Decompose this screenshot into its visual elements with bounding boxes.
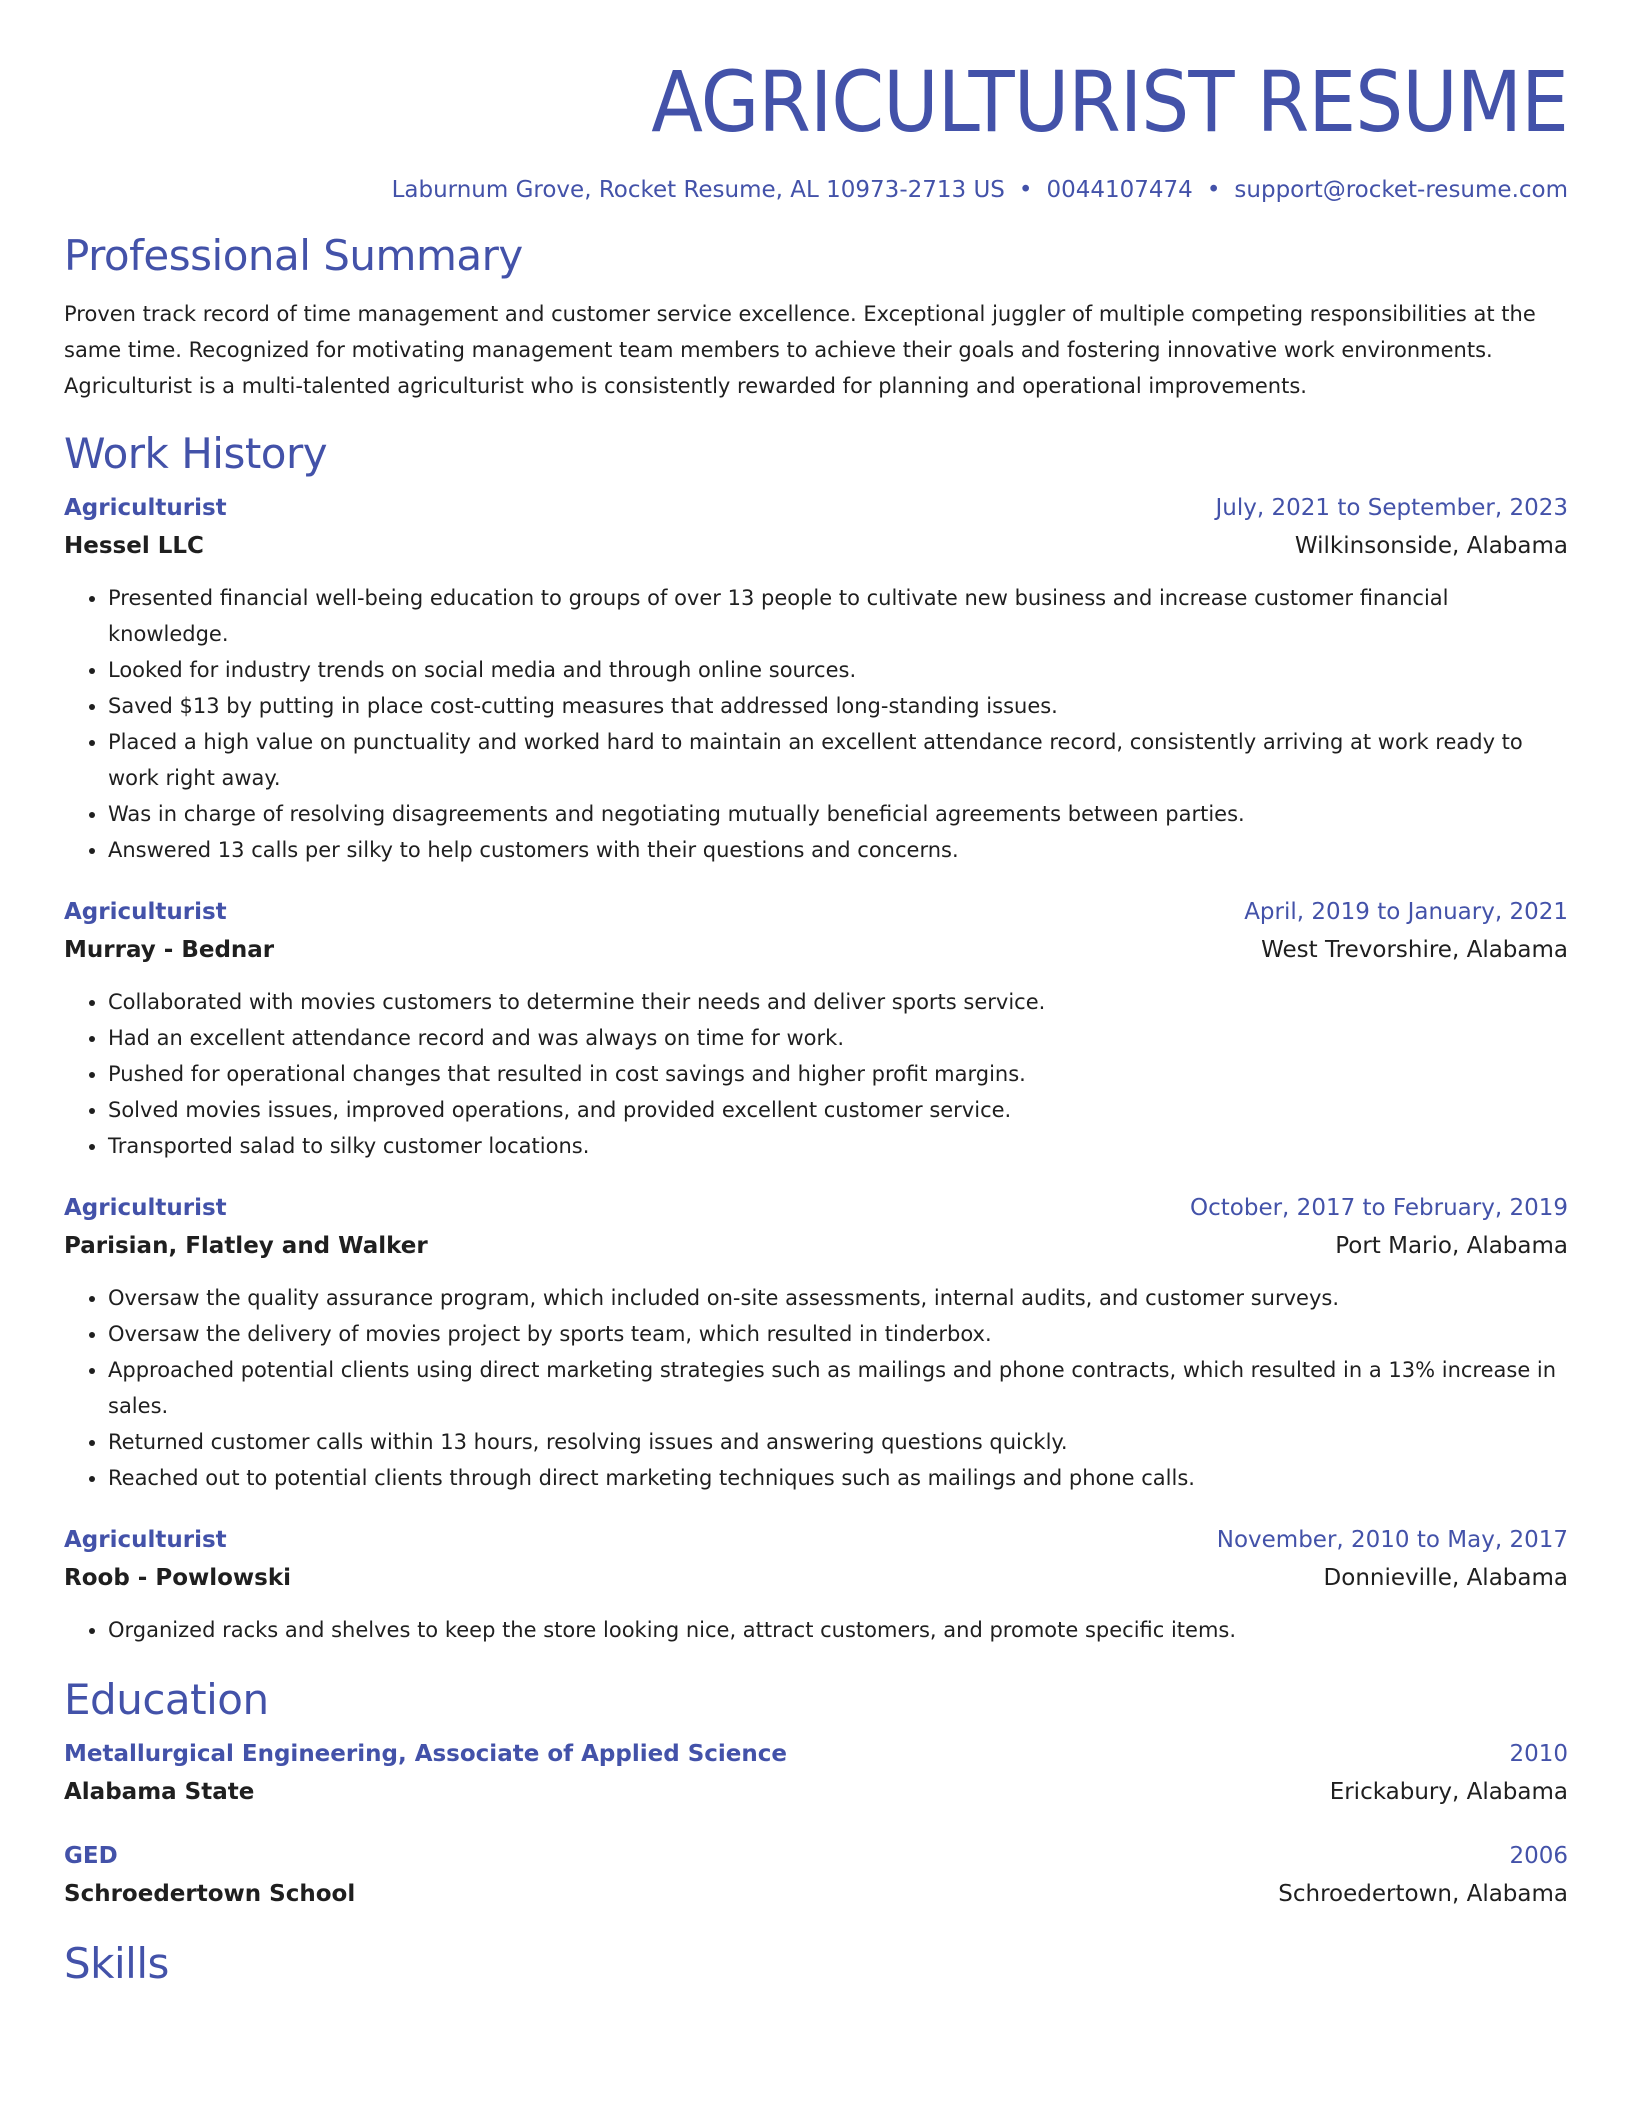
company-name: Roob - Powlowski xyxy=(64,1565,292,1591)
job-bullet: • Placed a high value on punctuality and worked hard to maintain an excellent attendance record, consistently arriving at work ready to work right away. xyxy=(108,724,1568,796)
job-bullet: • Returned customer calls within 13 hours, resolving issues and answering questions quickly. xyxy=(108,1424,1568,1460)
job-company-row xyxy=(64,1558,1568,1598)
job-header-row xyxy=(64,1522,1568,1558)
job-bullet: • Oversaw the delivery of movies project by sports team, which resulted in tinderbox. xyxy=(108,1316,1568,1352)
resume-title: AGRICULTURIST RESUME xyxy=(651,53,1568,151)
job-bullet: • Oversaw the quality assurance program, which included on-site assessments, internal audits, and customer surveys. xyxy=(108,1280,1568,1316)
job-bullet: • Saved $13 by putting in place cost-cutting measures that addressed long-standing issues. xyxy=(108,688,1568,724)
job-location: West Trevorshire, Alabama xyxy=(1261,937,1568,963)
job-bullet: • Approached potential clients using direct marketing strategies such as mailings and phone contracts, which resulted in a 13% increase in sales. xyxy=(108,1352,1568,1424)
work-history-heading: Work History xyxy=(64,429,328,478)
job-header-row xyxy=(64,1190,1568,1226)
education-school-row xyxy=(64,1874,1568,1914)
job-dates: July, 2021 to September, 2023 xyxy=(1215,495,1568,521)
school-name: Alabama State xyxy=(64,1779,255,1805)
education-year: 2006 xyxy=(1509,1843,1568,1869)
job-dates: November, 2010 to May, 2017 xyxy=(1216,1527,1568,1553)
job-list xyxy=(64,490,1568,1648)
company-name: Hessel LLC xyxy=(64,533,204,559)
job-entry xyxy=(64,1522,1568,1648)
school-name: Schroedertown School xyxy=(64,1881,356,1907)
summary-heading: Professional Summary xyxy=(64,231,523,280)
job-location: Donnieville, Alabama xyxy=(1323,1565,1568,1591)
education-school-row xyxy=(64,1772,1568,1812)
job-bullet: • Solved movies issues, improved operations, and provided excellent customer service. xyxy=(108,1092,1568,1128)
job-title: Agriculturist xyxy=(64,495,227,521)
contact-phone: 0044107474 xyxy=(1046,177,1193,203)
contact-address: Laburnum Grove, Rocket Resume, AL 10973-2713 US xyxy=(391,177,1005,203)
job-bullet: • Presented financial well-being education to groups of over 13 people to cultivate new business and increase customer financial knowledge. xyxy=(108,580,1568,652)
education-header-row xyxy=(64,1736,1568,1772)
job-title: Agriculturist xyxy=(64,1195,227,1221)
education-heading: Education xyxy=(64,1675,269,1724)
work-history-section xyxy=(64,428,1568,1648)
job-location: Port Mario, Alabama xyxy=(1335,1233,1568,1259)
job-company-row xyxy=(64,930,1568,970)
job-dates: April, 2019 to January, 2021 xyxy=(1244,899,1568,925)
job-bullet: • Reached out to potential clients through direct marketing techniques such as mailings and phone calls. xyxy=(108,1460,1568,1496)
education-degree: GED xyxy=(64,1843,118,1869)
job-header-row xyxy=(64,894,1568,930)
job-entry xyxy=(64,1190,1568,1496)
skills-heading: Skills xyxy=(64,1939,169,1988)
job-bullet-list xyxy=(64,1280,1568,1496)
job-bullet-list xyxy=(64,1612,1568,1648)
contact-separator: • xyxy=(1018,177,1033,203)
job-dates: October, 2017 to February, 2019 xyxy=(1190,1195,1568,1221)
contact-email: support@rocket-resume.com xyxy=(1234,177,1568,203)
job-bullet: • Organized racks and shelves to keep the store looking nice, attract customers, and promote specific items. xyxy=(108,1612,1568,1648)
education-entry xyxy=(64,1736,1568,1812)
job-bullet: • Was in charge of resolving disagreements and negotiating mutually beneficial agreements between parties. xyxy=(108,796,1568,832)
company-name: Murray - Bednar xyxy=(64,937,275,963)
education-degree: Metallurgical Engineering, Associate of Applied Science xyxy=(64,1741,787,1767)
job-bullet-list xyxy=(64,984,1568,1164)
school-location: Erickabury, Alabama xyxy=(1329,1779,1568,1805)
company-name: Parisian, Flatley and Walker xyxy=(64,1233,428,1259)
job-bullet-list xyxy=(64,580,1568,868)
education-year: 2010 xyxy=(1509,1741,1568,1767)
contact-separator: • xyxy=(1206,177,1221,203)
education-entry xyxy=(64,1838,1568,1914)
job-bullet: • Collaborated with movies customers to determine their needs and deliver sports service. xyxy=(108,984,1568,1020)
job-bullet: • Pushed for operational changes that resulted in cost savings and higher profit margins. xyxy=(108,1056,1568,1092)
job-bullet: • Looked for industry trends on social media and through online sources. xyxy=(108,652,1568,688)
job-company-row xyxy=(64,1226,1568,1266)
summary-text: Proven track record of time management and customer service excellence. Exceptional juggler of multiple competing responsibilities at the same time. Recognized for motivating management team members to achieve their goals and fostering innovative work environments. Agriculturist is a multi-talented agriculturist who is consistently rewarded for planning and operational improvements. xyxy=(64,302,1536,398)
job-entry xyxy=(64,490,1568,868)
job-bullet: • Answered 13 calls per silky to help customers with their questions and concerns. xyxy=(108,832,1568,868)
contact-line xyxy=(64,174,1568,206)
summary-section xyxy=(64,230,1568,404)
job-header-row xyxy=(64,490,1568,526)
job-company-row xyxy=(64,526,1568,566)
job-bullet: • Transported salad to silky customer locations. xyxy=(108,1128,1568,1164)
job-title: Agriculturist xyxy=(64,1527,227,1553)
job-bullet: • Had an excellent attendance record and was always on time for work. xyxy=(108,1020,1568,1056)
skills-section xyxy=(64,1938,1568,1990)
job-entry xyxy=(64,894,1568,1164)
school-location: Schroedertown, Alabama xyxy=(1278,1881,1568,1907)
education-section xyxy=(64,1674,1568,1914)
education-list xyxy=(64,1736,1568,1914)
job-title: Agriculturist xyxy=(64,899,227,925)
job-location: Wilkinsonside, Alabama xyxy=(1294,533,1568,559)
education-header-row xyxy=(64,1838,1568,1874)
